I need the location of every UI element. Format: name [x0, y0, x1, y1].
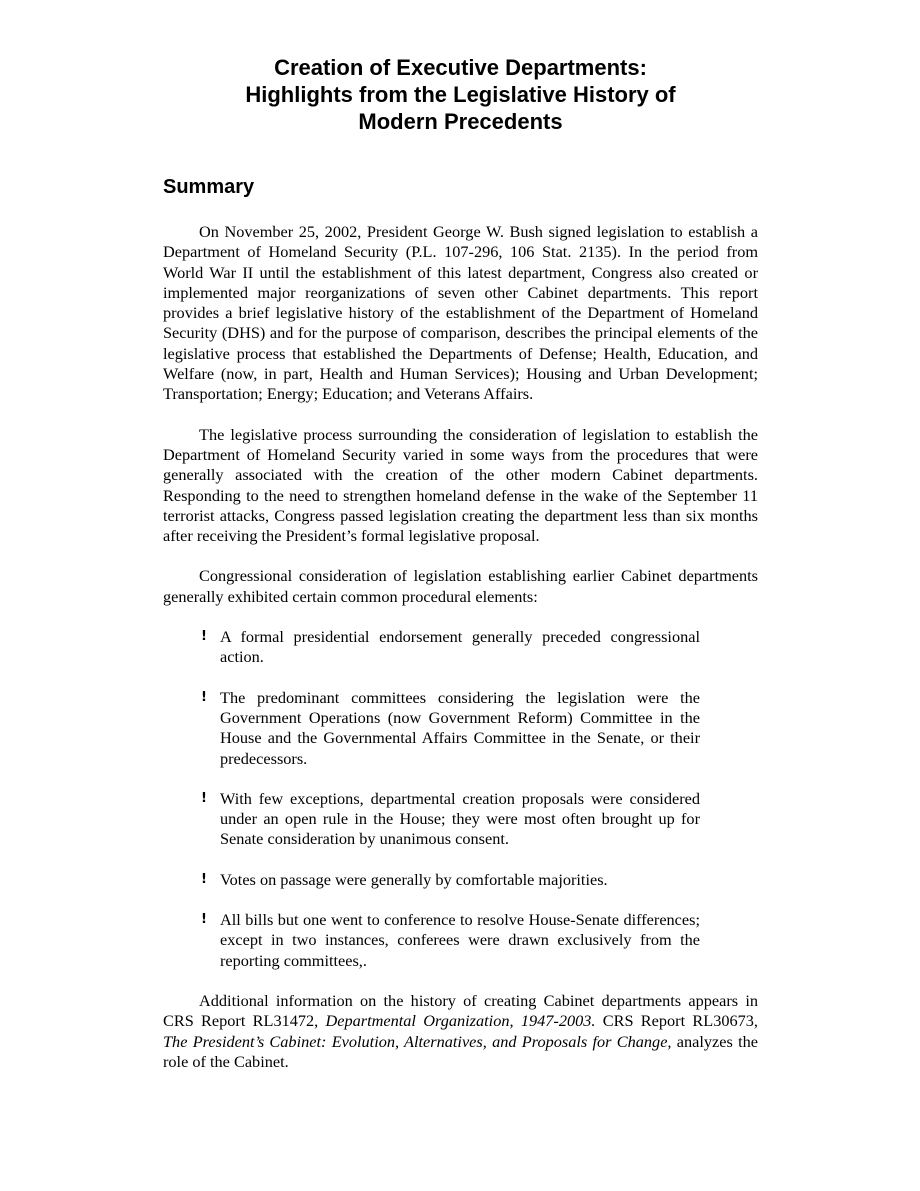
list-item-text: The predominant committees considering the legislation were the Government Operations (now Government Reform) Committee in the House and the Governmental Affairs Committee in the Senate, or their predecessors.	[220, 687, 700, 768]
list-item	[163, 910, 700, 971]
list-item-text: With few exceptions, departmental creation proposals were considered under an open rule in the House; they were most often brought up for Senate consideration by unanimous consent.	[220, 788, 700, 849]
document-title	[163, 54, 758, 135]
list-item	[163, 688, 700, 769]
summary-paragraph-2: The legislative process surrounding the consideration of legislation to establish the Department of Homeland Security varied in some ways from the procedures that were generally associated with the creation of the other modern Cabinet departments. Responding to the need to strengthen homeland defense in the wake of the September 11 terrorist attacks, Congress passed legislation creating the department less than six months after receiving the President’s formal legislative proposal.	[163, 424, 758, 546]
summary-paragraph-3: Congressional consideration of legislation establishing earlier Cabinet departments generally exhibited certain common procedural elements:	[163, 566, 758, 606]
title-line-2: Highlights from the Legislative History of	[245, 82, 676, 107]
summary-heading: Summary	[163, 176, 255, 198]
report-title-presidents-cabinet: The President’s Cabinet: Evolution, Alternatives, and Proposals for Change,	[163, 1031, 672, 1051]
title-line-3: Modern Precedents	[358, 109, 563, 134]
paragraph-4-text-2: CRS Report RL30673,	[595, 1011, 758, 1031]
list-item-text: All bills but one went to conference to resolve House-Senate differences; except in two instances, conferees were drawn exclusively from the reporting committees,.	[220, 910, 700, 970]
paragraph-4-text-3: analyzes the role of the Cabinet.	[163, 1031, 758, 1071]
list-item	[163, 627, 700, 668]
summary-paragraph-4	[163, 991, 758, 1072]
bullet-icon: !	[201, 790, 207, 806]
list-item-text: Votes on passage were generally by comfortable majorities.	[220, 869, 608, 889]
bullet-icon: !	[201, 629, 207, 645]
paragraph-4-text-1: Additional information on the history of creating Cabinet departments appears in CRS Report RL31472,	[163, 990, 758, 1031]
procedural-elements-list	[163, 627, 758, 971]
title-line-1: Creation of Executive Departments:	[274, 55, 647, 80]
list-item	[163, 789, 700, 850]
document-page	[163, 54, 758, 1072]
bullet-icon: !	[201, 912, 207, 928]
list-item-text: A formal presidential endorsement generally preceded congressional action.	[220, 627, 700, 667]
summary-paragraph-1: On November 25, 2002, President George W. Bush signed legislation to establish a Department of Homeland Security (P.L. 107-296, 106 Stat. 2135). In the period from World War II until the establishment of this latest department, Congress also created or implemented major reorganizations of seven other Cabinet departments. This report provides a brief legislative history of the establishment of the Department of Homeland Security (DHS) and for the purpose of comparison, describes the principal elements of the legislative process that established the Departments of Defense; Health, Education, and Welfare (now, in part, Health and Human Services); Housing and Urban Development; Transportation; Energy; Education; and Veterans Affairs.	[163, 222, 758, 404]
list-item	[163, 870, 700, 890]
bullet-icon: !	[201, 871, 207, 887]
report-title-departmental-organization: Departmental Organization, 1947-2003.	[325, 1011, 596, 1031]
bullet-icon: !	[201, 689, 207, 705]
